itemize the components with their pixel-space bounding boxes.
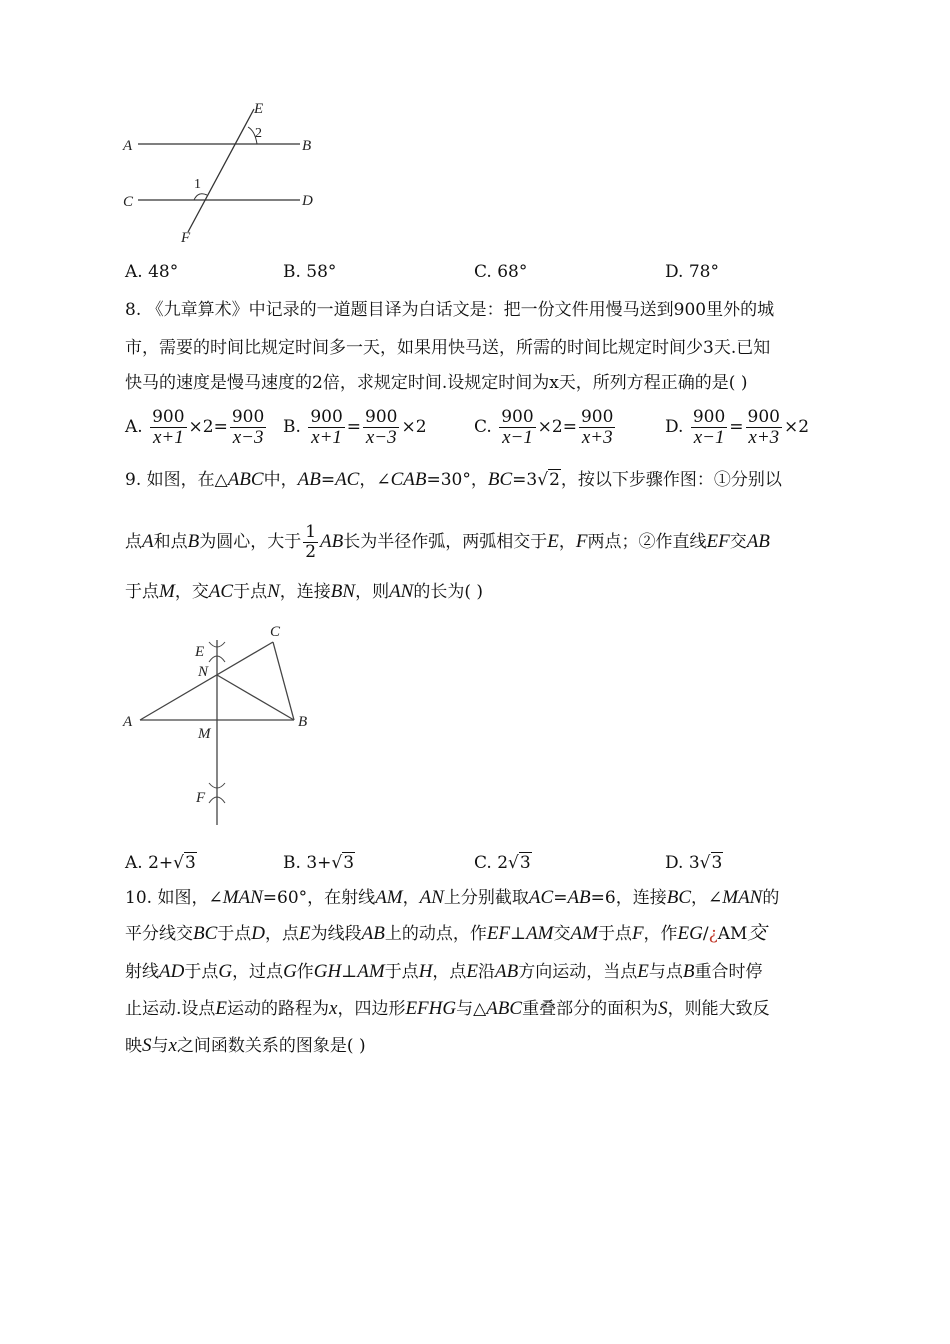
var: B: [187, 531, 200, 552]
text-run: 之间函数关系的图象是( ): [176, 1036, 366, 1056]
line-ef: [188, 109, 254, 232]
text: ，连接: [279, 582, 331, 602]
math-var: AN: [419, 887, 444, 908]
math-var: 交: [747, 923, 767, 944]
q10-line-2: [125, 922, 766, 946]
math-var: AB: [567, 887, 591, 908]
q10-line-5: [125, 1034, 366, 1058]
q9-line-1: 9. 如图，在△ABC中，AB=AC，∠CAB=30°，BC=3√2，按以下步骤作图：①分别以: [125, 469, 782, 490]
math-var: AM: [570, 923, 598, 944]
denominator: x−3: [232, 427, 264, 448]
text: 两点；②作直线: [587, 532, 707, 552]
text-run: ，点: [432, 962, 467, 982]
text: 和点: [153, 532, 188, 552]
text: ，交: [174, 582, 209, 602]
text: 交: [729, 532, 747, 552]
option-letter: D.: [665, 417, 684, 437]
label-m: M: [198, 726, 211, 742]
math-var: MAN: [222, 887, 263, 908]
q7-option-b[interactable]: B. 58°: [283, 262, 337, 282]
numerator: 900: [365, 407, 398, 427]
var: N: [267, 581, 280, 602]
text-run: 作: [296, 962, 314, 982]
text-run: =: [553, 888, 568, 908]
text-run: /: [702, 924, 709, 944]
radicand: 3: [185, 853, 196, 873]
var: AB: [297, 469, 321, 490]
var: AC: [335, 469, 360, 490]
fraction: [230, 408, 266, 447]
math-var: x: [329, 998, 338, 1019]
operator: =: [729, 417, 744, 437]
math-var: GH: [313, 961, 342, 982]
radicand: 2: [549, 470, 560, 490]
q7-option-c[interactable]: C. 68°: [474, 262, 528, 282]
operator: ×2: [401, 417, 427, 437]
fraction: [308, 408, 344, 447]
q8-option-a[interactable]: [125, 408, 268, 447]
q7-option-d[interactable]: D. 78°: [665, 262, 719, 282]
option-letter: C.: [474, 853, 492, 873]
option-letter: A.: [125, 417, 143, 437]
text-run: 方向运动，当点: [518, 962, 638, 982]
text-run: 与: [151, 1036, 169, 1056]
option-prefix: 2+: [148, 853, 174, 873]
operator: ×2=: [188, 417, 228, 437]
numerator: 900: [152, 407, 185, 427]
text: 点: [125, 532, 142, 552]
var: F: [575, 531, 588, 552]
segment-cb: [273, 642, 294, 720]
math-var: EFHG: [405, 998, 457, 1019]
text: ，则: [355, 582, 390, 602]
var: AC: [208, 581, 234, 602]
text-run: ，作: [643, 924, 678, 944]
text: ，按以下步骤作图：①分别以: [560, 470, 782, 490]
text: 于点: [233, 582, 268, 602]
math-var: AB: [495, 961, 519, 982]
text-run: 上的动点，作: [384, 924, 487, 944]
text-run: =6，连接: [590, 888, 667, 908]
math-var: AM: [357, 961, 385, 982]
math-var: G: [283, 961, 297, 982]
denominator: x+3: [748, 427, 780, 448]
math-var: x: [168, 1035, 177, 1056]
option-prefix: 3: [688, 853, 700, 873]
label-e: E: [195, 644, 205, 660]
numerator: 900: [580, 407, 614, 427]
var: EF: [706, 531, 730, 552]
text-run: 于点: [184, 962, 219, 982]
text-run: 与△: [456, 999, 487, 1019]
math-var: E: [466, 961, 479, 982]
text-run: 于点: [384, 962, 419, 982]
q8-option-c[interactable]: [474, 408, 617, 447]
math-var: AM: [526, 923, 554, 944]
operator: ×2=: [537, 417, 577, 437]
label-c: C: [270, 624, 281, 640]
text-run: 于点: [217, 924, 252, 944]
option-letter: B.: [283, 417, 301, 437]
text: ，: [558, 532, 576, 552]
text: 长为半径作弧，两弧相交于: [343, 532, 548, 552]
text-run: 平分线交: [125, 924, 193, 944]
text: 于点: [125, 582, 159, 602]
math-var: EF: [486, 923, 511, 944]
fraction: [691, 408, 727, 447]
text: =: [320, 470, 336, 490]
text-run: ，: [402, 888, 420, 908]
label-b: B: [302, 138, 312, 154]
math-var: BC: [193, 923, 218, 944]
math-var: ABC: [486, 998, 523, 1019]
fraction: [150, 408, 186, 447]
denominator: 2: [305, 542, 317, 562]
math-var: AD: [159, 961, 185, 982]
text-run: 10. 如图，∠: [125, 888, 223, 908]
option-letter: C.: [474, 417, 492, 437]
var: AN: [389, 581, 414, 602]
var: ABC: [227, 469, 264, 490]
text: 9. 如图，在△: [125, 470, 228, 490]
option-letter: D.: [665, 853, 684, 873]
fraction: [746, 408, 782, 447]
text: 中，: [263, 470, 298, 490]
label-f: F: [196, 790, 206, 806]
var: CAB: [390, 469, 427, 490]
math-var: S: [142, 1035, 152, 1056]
label-e: E: [254, 101, 264, 117]
var: AB: [746, 531, 770, 552]
text-run: 沿: [478, 962, 496, 982]
fraction: [499, 408, 535, 447]
q10-line-4: [125, 997, 770, 1021]
denominator: x+1: [311, 427, 342, 448]
q8-line-2: 市，需要的时间比规定时间多一天，如果用快马送，所需的时间比规定时间少3天.已知: [125, 338, 771, 358]
text-run: 交: [553, 924, 571, 944]
fraction: [363, 408, 399, 447]
text-run: 于点: [597, 924, 632, 944]
math-var: AB: [361, 923, 385, 944]
text-run: 与点: [648, 962, 683, 982]
label-1: 1: [194, 177, 201, 192]
figure-parallel-lines: [118, 95, 328, 250]
denominator: x−1: [693, 427, 725, 448]
q9-option-c[interactable]: C. 2√3: [474, 853, 531, 873]
label-d: D: [302, 193, 313, 209]
math-var: E: [215, 998, 228, 1019]
text: =30°，: [426, 470, 488, 490]
math-var: MAN: [722, 887, 763, 908]
math-var: H: [418, 961, 433, 982]
fraction: [579, 408, 615, 447]
text-run: 映: [125, 1036, 142, 1056]
math-var: AC: [528, 887, 554, 908]
segment-bn: [217, 675, 294, 720]
math-var: AM: [375, 887, 403, 908]
text-run: ，∠: [691, 888, 723, 908]
text: ，∠: [359, 470, 391, 490]
math-var: BC: [666, 887, 691, 908]
q7-option-a[interactable]: A. 48°: [125, 262, 179, 282]
operator: ×2: [784, 417, 810, 437]
numerator: 1: [305, 522, 317, 542]
q8-option-d[interactable]: [665, 408, 809, 447]
math-var: D: [251, 923, 266, 944]
option-prefix: 3+: [306, 853, 332, 873]
var: M: [159, 581, 175, 602]
text-run: ⊥: [341, 962, 358, 982]
q9-option-a[interactable]: A. 2+√3: [125, 853, 196, 873]
text-run: ，点: [265, 924, 300, 944]
label-f: F: [181, 230, 191, 246]
math-var: EG: [677, 923, 703, 944]
numerator: 900: [692, 407, 726, 427]
text-run: 止运动.设点: [125, 999, 216, 1019]
text-run: 运动的路程为: [227, 999, 330, 1019]
text-run: 上分别截取: [443, 888, 529, 908]
text-run: ，过点: [232, 962, 284, 982]
text: =3: [512, 470, 538, 490]
figure-triangle-construction: [118, 620, 328, 830]
q9-line-2: [125, 522, 770, 562]
q8-line-3: 快马的速度是慢马速度的2倍，求规定时间.设规定时间为x天，所列方程正确的是( ): [125, 373, 748, 393]
option-letter: A.: [125, 853, 143, 873]
segment-ac: [140, 642, 273, 720]
text: 的长为( ): [413, 582, 484, 602]
var: A: [142, 531, 154, 552]
math-var: G: [218, 961, 233, 982]
label-2: 2: [255, 126, 262, 141]
text-run: 为线段: [310, 924, 362, 944]
math-var: B: [682, 961, 695, 982]
q8-line-1: 8. 《九章算术》中记录的一道题目译为白话文是：把一份文件用慢马送到900里外的城: [125, 300, 775, 320]
q10-line-3: [125, 960, 762, 984]
radicand: 3: [519, 853, 531, 873]
math-var: E: [299, 923, 311, 944]
math-var: E: [637, 961, 649, 982]
label-c: C: [123, 194, 134, 210]
q9-option-b[interactable]: B. 3+√3: [283, 853, 355, 873]
q9-line-3: [125, 580, 483, 604]
denominator: x+3: [581, 427, 613, 448]
text-run: 射线: [125, 962, 159, 982]
text-run: 重叠部分的面积为: [522, 999, 659, 1019]
numerator: 900: [231, 407, 265, 427]
text-run: 重合时停: [694, 962, 763, 982]
var: BN: [330, 581, 356, 602]
q8-option-b[interactable]: [283, 408, 427, 447]
radicand: 3: [343, 853, 355, 873]
numerator: 900: [501, 407, 534, 427]
option-letter: B.: [283, 853, 301, 873]
numerator: 900: [747, 407, 780, 427]
var: AB: [320, 531, 344, 552]
radicand: 3: [711, 853, 723, 873]
var: E: [547, 531, 559, 552]
q9-option-d[interactable]: D. 3√3: [665, 853, 723, 873]
text-run: ，则能大致反: [667, 999, 770, 1019]
denominator: x+1: [152, 427, 184, 448]
denominator: x−3: [365, 427, 397, 448]
label-a: A: [123, 138, 133, 154]
label-n: N: [198, 664, 209, 680]
numerator: 900: [310, 407, 343, 427]
glyph-mark: ¿: [708, 924, 718, 944]
text-run: ，四边形: [337, 999, 406, 1019]
text-run: AM: [717, 924, 748, 944]
option-prefix: 2: [497, 853, 509, 873]
text-run: ⊥: [510, 924, 527, 944]
text: 为圆心，大于: [199, 532, 302, 552]
math-var: S: [658, 998, 668, 1019]
math-var: F: [631, 923, 644, 944]
fraction-half: [303, 523, 318, 562]
label-a: A: [123, 714, 133, 730]
denominator: x−1: [502, 427, 533, 448]
label-b: B: [298, 714, 308, 730]
text-run: =60°，在射线: [262, 888, 376, 908]
var: BC: [487, 469, 513, 490]
q10-line-1: [125, 886, 779, 910]
operator: =: [346, 417, 362, 437]
text-run: 的: [762, 888, 780, 908]
